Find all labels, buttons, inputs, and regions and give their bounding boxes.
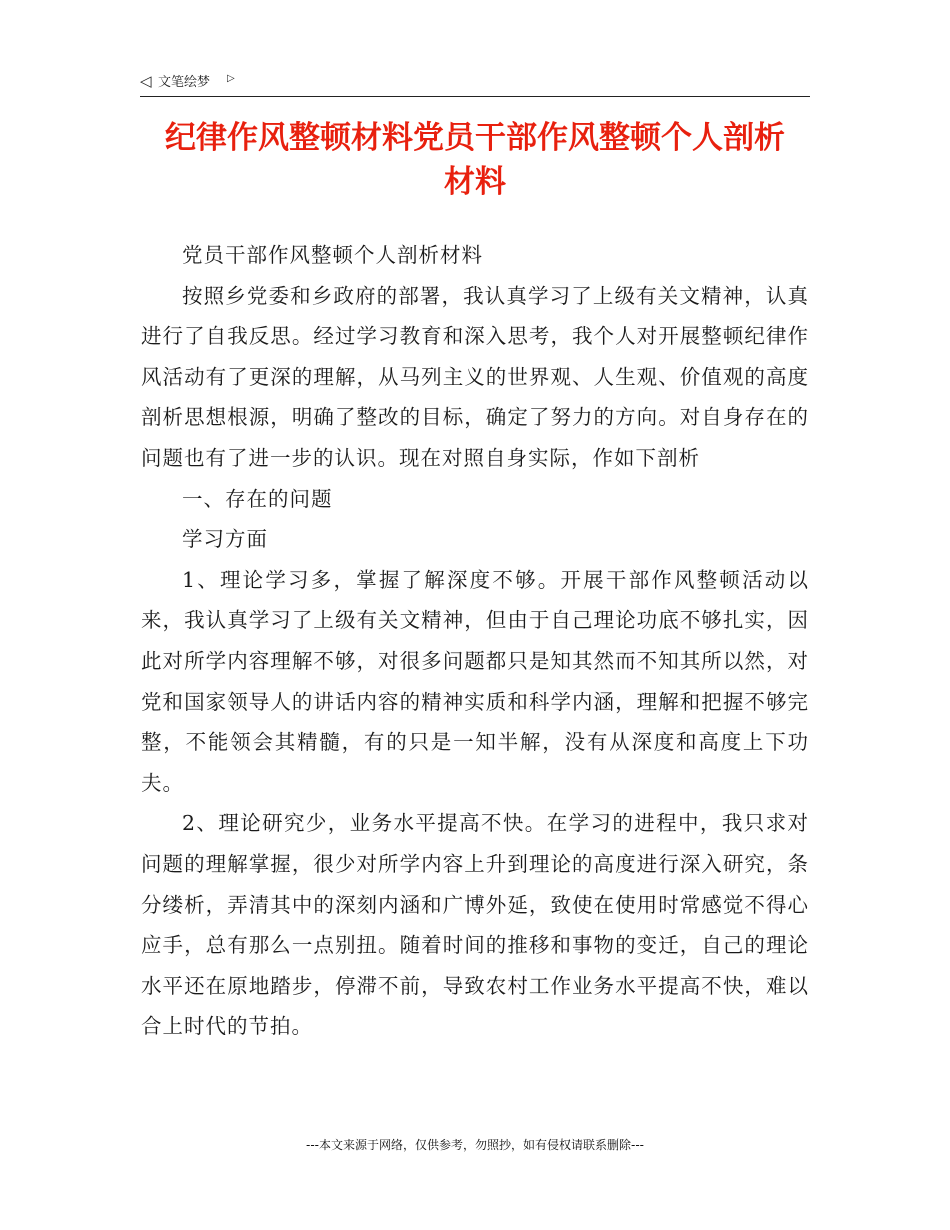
subtitle-paragraph: 党员干部作风整顿个人剖析材料 <box>182 243 483 267</box>
intro-paragraph: 按照乡党委和乡政府的部署，我认真学习了上级有关文精神，认真进行了自我反思。经过学习教育和深入思考，我个人对开展整顿纪律作风活动有了更深的理解，从马列主义的世界观、人生观、价值观的高度剖析思想根源，明确了整改的目标，确定了努力的方向。对自身存在的问题也有了进一步的认识。现在对照自身实际，作如下剖析 <box>141 283 809 470</box>
triangle-right-icon: ▷ <box>227 73 235 84</box>
subsection-heading: 学习方面 <box>182 527 268 552</box>
page-header <box>140 70 810 97</box>
header-brand: 文笔绘梦 <box>158 75 211 90</box>
document-title <box>100 116 850 204</box>
section-heading: 一、存在的问题 <box>182 486 333 511</box>
document-body <box>141 235 809 1047</box>
triangle-left-icon: ◁ <box>140 72 152 90</box>
body-paragraph: 2、理论研究少，业务水平提高不快。在学习的进程中，我只求对问题的理解掌握，很少对所学内容上升到理论的高度进行深入研究，条分缕析，弄清其中的深刻内涵和广博外延，致使在使用时常感觉不得心应手，总有那么一点别扭。随着时间的推移和事物的变迁，自己的理论水平还在原地踏步，停滞不前，导致农村工作业务水平提高不快，难以合上时代的节拍。 <box>141 811 809 1039</box>
body-paragraph: 1、理论学习多，掌握了解深度不够。开展干部作风整顿活动以来，我认真学习了上级有关文精神，但由于自己理论功底不够扎实，因此对所学内容理解不够，对很多问题都只是知其然而不知其所以然，对党和国家领导人的讲话内容的精神实质和科学内涵，理解和把握不够完整，不能领会其精髓，有的只是一知半解，没有从深度和高度上下功夫。 <box>141 567 809 795</box>
title-line-2: 材料 <box>444 164 506 200</box>
title-line-1: 纪律作风整顿材料党员干部作风整顿个人剖析 <box>165 120 785 156</box>
footer-notice: ---本文来源于网络，仅供参考，勿照抄，如有侵权请联系删除--- <box>306 1138 644 1152</box>
